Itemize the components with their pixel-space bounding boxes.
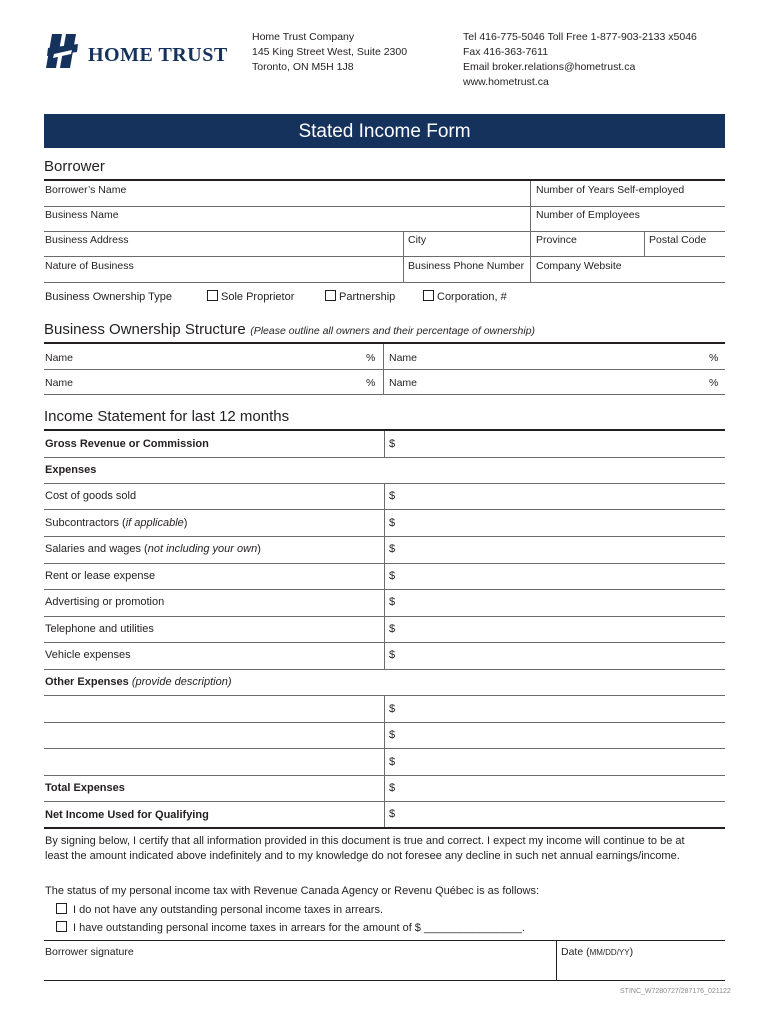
signature-area[interactable] — [45, 960, 550, 980]
corporation-label: Corporation, # — [437, 291, 507, 303]
other-expense-description-input[interactable] — [45, 703, 375, 715]
years-self-employed-input[interactable] — [536, 196, 721, 206]
borrower-name-input[interactable] — [45, 196, 525, 206]
sole-proprietor-option[interactable] — [207, 290, 294, 303]
gross-revenue-input[interactable] — [400, 438, 720, 450]
currency-symbol: $ — [389, 703, 396, 715]
income-statement-heading: Income Statement for last 12 months — [44, 408, 290, 425]
corporation-number-input[interactable] — [520, 291, 720, 303]
employees-label: Number of Employees — [536, 209, 640, 221]
sole-proprietor-checkbox[interactable] — [207, 290, 218, 301]
advertising-label: Advertising or promotion — [45, 596, 165, 608]
postal-code-label: Postal Code — [649, 234, 707, 246]
cogs-input[interactable] — [400, 490, 720, 502]
currency-symbol: $ — [389, 517, 396, 529]
owner-percent-label: % — [709, 377, 719, 389]
no-taxes-owed-checkbox[interactable] — [56, 903, 67, 914]
rent-label: Rent or lease expense — [45, 570, 156, 582]
years-self-employed-label: Number of Years Self-employed — [536, 184, 685, 196]
borrower-signature-label: Borrower signature — [45, 946, 134, 958]
date-input[interactable] — [561, 962, 721, 974]
partnership-label: Partnership — [339, 291, 396, 303]
subcontractors-text: Subcontractors ( — [45, 517, 126, 529]
company-website-input[interactable] — [536, 272, 721, 282]
salaries-label — [45, 543, 261, 555]
total-expenses-label: Total Expenses — [45, 782, 125, 794]
other-expenses-label — [45, 676, 231, 688]
tax-status-statement: The status of my personal income tax with Revenue Canada Agency or Revenu Québec is as follows: — [45, 885, 540, 897]
advertising-input[interactable] — [400, 596, 720, 608]
borrower-name-label: Borrower’s Name — [45, 184, 127, 196]
total-expenses-input[interactable] — [400, 782, 720, 794]
owner-percent-label: % — [366, 352, 376, 364]
company-contact — [463, 30, 697, 90]
contact-fax: Fax 416-363-7611 — [463, 46, 549, 58]
other-expense-description-input[interactable] — [45, 756, 375, 768]
other-expense-amount-input[interactable] — [400, 703, 720, 715]
net-income-label: Net Income Used for Qualifying — [45, 809, 209, 821]
salaries-text: Salaries and wages ( — [45, 543, 148, 555]
business-phone-input[interactable] — [408, 272, 526, 282]
rent-input[interactable] — [400, 570, 720, 582]
borrower-heading: Borrower — [44, 158, 105, 175]
currency-symbol: $ — [389, 649, 396, 661]
currency-symbol: $ — [389, 543, 396, 555]
address-line: Toronto, ON M5H 1J8 — [252, 61, 354, 73]
taxes-owed-option[interactable] — [56, 921, 525, 934]
owner-name-label: Name — [45, 377, 74, 389]
salaries-paren: ) — [257, 543, 261, 555]
gross-revenue-label: Gross Revenue or Commission — [45, 438, 209, 450]
date-format: MM/DD/YY — [589, 948, 630, 957]
subcontractors-note: if applicable — [125, 517, 184, 529]
contact-website[interactable]: www.hometrust.ca — [463, 76, 549, 88]
net-income-input[interactable] — [400, 809, 720, 821]
taxes-owed-checkbox[interactable] — [56, 921, 67, 932]
owner-name-label: Name — [389, 352, 418, 364]
currency-symbol: $ — [389, 729, 396, 741]
owner-percent-label: % — [709, 352, 719, 364]
company-website-label: Company Website — [536, 260, 622, 272]
business-address-input[interactable] — [45, 246, 400, 256]
date-paren: ) — [629, 946, 634, 958]
date-label — [561, 946, 633, 958]
other-expense-amount-input[interactable] — [400, 729, 720, 741]
business-name-label: Business Name — [45, 209, 119, 221]
salaries-note: not including your own — [147, 543, 258, 555]
other-expenses-text: Other Expenses — [45, 676, 129, 688]
subcontractors-input[interactable] — [400, 517, 720, 529]
expenses-heading: Expenses — [45, 464, 97, 476]
address-line: Home Trust Company — [252, 31, 355, 43]
city-label: City — [408, 234, 427, 246]
company-address — [252, 30, 407, 75]
contact-phone: Tel 416-775-5046 Toll Free 1-877-903-2133 x5046 — [463, 31, 697, 43]
vehicle-label: Vehicle expenses — [45, 649, 131, 661]
ownership-type-label: Business Ownership Type — [45, 291, 172, 303]
currency-symbol: $ — [389, 756, 396, 768]
currency-symbol: $ — [389, 570, 396, 582]
currency-symbol: $ — [389, 782, 396, 794]
no-taxes-owed-label: I do not have any outstanding personal income taxes in arrears. — [73, 904, 384, 916]
ownership-structure-title: Business Ownership Structure — [44, 321, 246, 338]
sole-proprietor-label: Sole Proprietor — [221, 291, 295, 303]
business-address-label: Business Address — [45, 234, 129, 246]
nature-of-business-label: Nature of Business — [45, 260, 134, 272]
date-text: Date ( — [561, 946, 590, 958]
other-expense-amount-input[interactable] — [400, 756, 720, 768]
province-label: Province — [536, 234, 577, 246]
logo-text: HOME TRUST — [88, 44, 228, 66]
business-name-input[interactable] — [45, 221, 525, 231]
nature-of-business-input[interactable] — [45, 272, 400, 282]
taxes-owed-label: I have outstanding personal income taxes in arrears for the amount of $ ________________. — [73, 922, 525, 934]
subcontractors-paren: ) — [183, 517, 188, 529]
salaries-input[interactable] — [400, 543, 720, 555]
currency-symbol: $ — [389, 596, 396, 608]
ownership-structure-note: (Please outline all owners and their percentage of ownership) — [250, 325, 536, 337]
certification-statement: By signing below, I certify that all information provided in this document is true and correct. I expect my income will continue to be at least the amount indicated above indefinitely and to my knowledge do not foresee any decline in such net annual earnings/income. — [45, 835, 685, 862]
currency-symbol: $ — [389, 438, 396, 450]
currency-symbol: $ — [389, 490, 396, 502]
cogs-label: Cost of goods sold — [45, 490, 137, 502]
employees-input[interactable] — [536, 221, 721, 231]
corporation-checkbox[interactable] — [423, 290, 434, 301]
form-title-band — [44, 114, 725, 148]
vehicle-input[interactable] — [400, 649, 720, 661]
form-code: STINC_W7280727/287176_021122 — [620, 988, 731, 995]
currency-symbol: $ — [389, 808, 396, 820]
owner-name-label: Name — [389, 377, 418, 389]
owner-name-label: Name — [45, 352, 74, 364]
partnership-checkbox[interactable] — [325, 290, 336, 301]
address-line: 145 King Street West, Suite 2300 — [252, 46, 408, 58]
business-phone-label: Business Phone Number — [408, 260, 525, 272]
province-input[interactable] — [536, 246, 641, 256]
home-trust-logo-icon — [44, 30, 82, 72]
no-taxes-owed-option[interactable] — [56, 903, 383, 916]
contact-email[interactable]: Email broker.relations@hometrust.ca — [463, 61, 636, 73]
subcontractors-label — [45, 517, 187, 529]
other-expense-description-input[interactable] — [45, 729, 375, 741]
postal-code-input[interactable] — [649, 246, 721, 256]
logo — [44, 30, 228, 72]
ownership-structure-heading — [44, 321, 535, 339]
city-input[interactable] — [408, 246, 526, 256]
currency-symbol: $ — [389, 623, 396, 635]
partnership-option[interactable] — [325, 290, 395, 303]
corporation-option[interactable] — [423, 290, 507, 303]
other-expenses-note: (provide description) — [131, 676, 232, 688]
form-title: Stated Income Form — [298, 121, 471, 142]
telephone-label: Telephone and utilities — [45, 623, 154, 635]
telephone-input[interactable] — [400, 623, 720, 635]
owner-percent-label: % — [366, 377, 376, 389]
